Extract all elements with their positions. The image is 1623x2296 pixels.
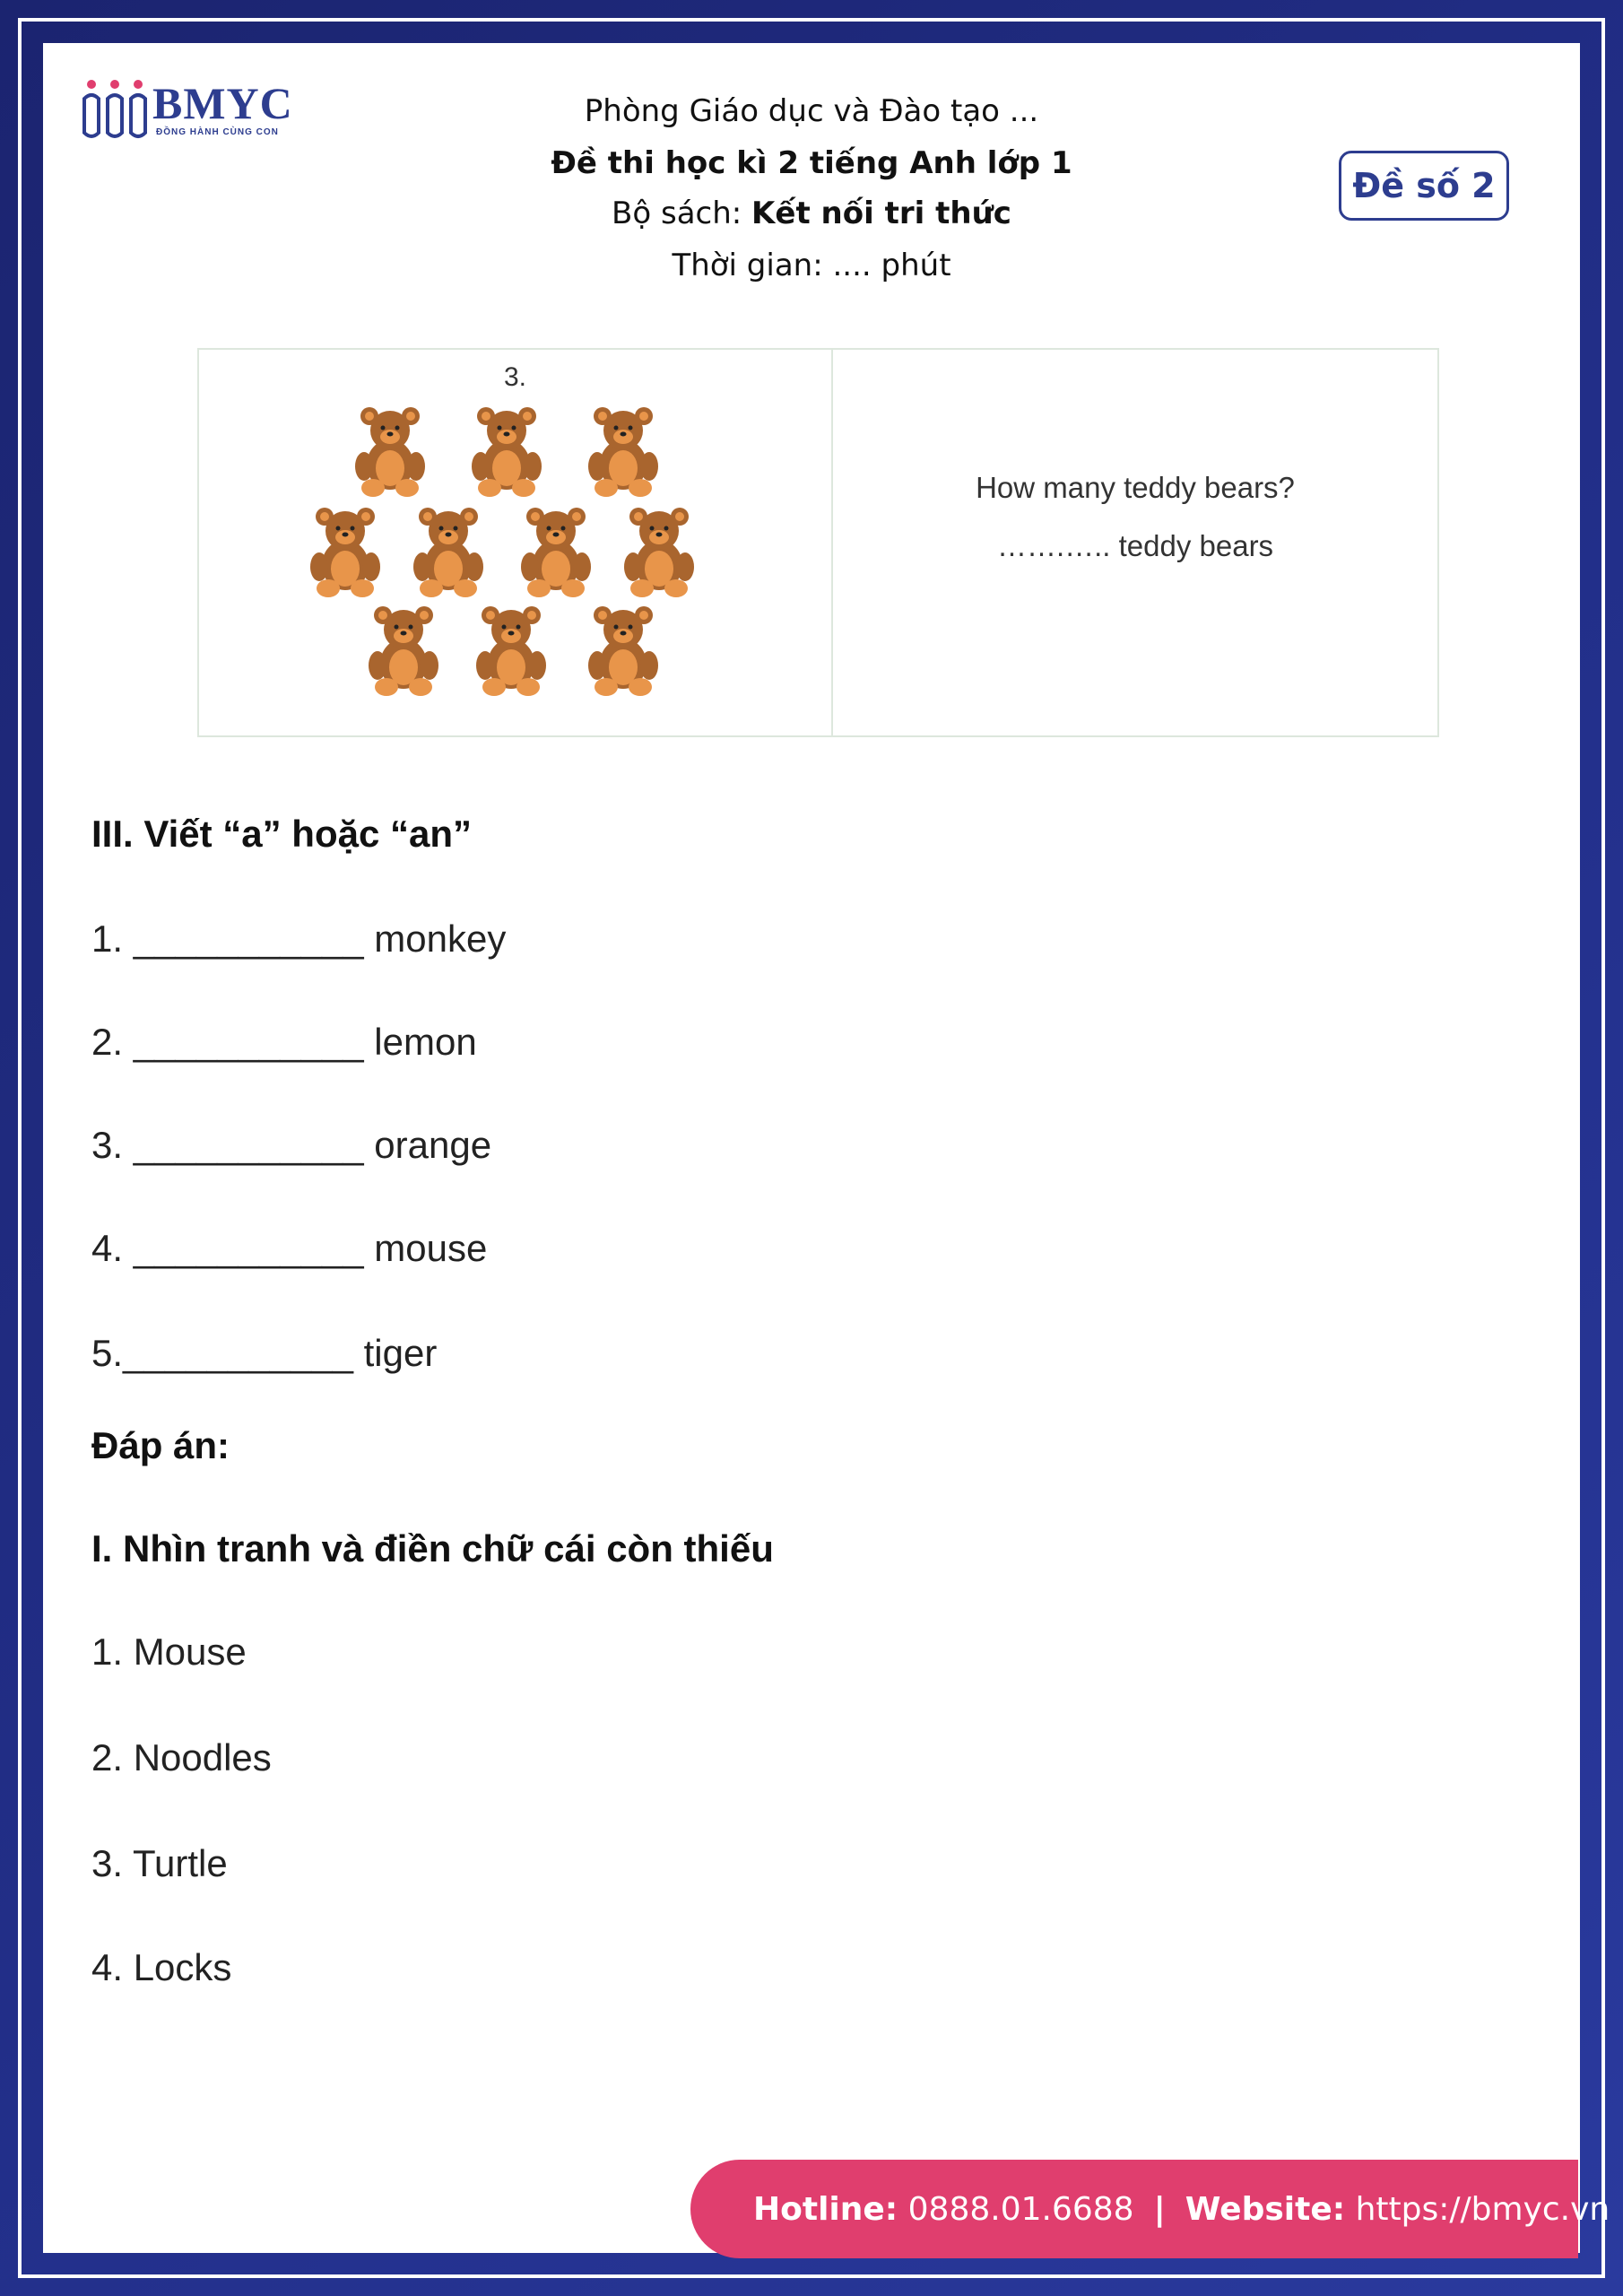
exam-title: Đề thi học kì 2 tiếng Anh lớp 1 — [551, 145, 1072, 181]
answer-item-1: 1. Mouse — [91, 1631, 247, 1673]
footer-separator: | — [1153, 2190, 1166, 2228]
exercise-number: 3. — [503, 362, 527, 392]
answers-title: Đáp án: — [91, 1424, 230, 1466]
question-text: How many teddy bears? — [976, 471, 1295, 504]
logo-text: BMYC — [152, 78, 293, 128]
teddy-bear-icon — [585, 603, 662, 696]
website-label: Website: — [1185, 2190, 1346, 2228]
department-line: Phòng Giáo dục và Đào tạo ... — [584, 93, 1039, 129]
hotline-value[interactable]: 0888.01.6688 — [907, 2190, 1134, 2228]
teddy-bear-icon — [473, 603, 550, 696]
contact-footer — [690, 2160, 1610, 2258]
logo-tagline: ĐỒNG HÀNH CÙNG CON — [156, 127, 279, 137]
answer-item-4: 4. Locks — [91, 1946, 232, 1988]
website-link[interactable]: https://bmyc.vn — [1355, 2190, 1610, 2228]
teddy-bear-icon — [365, 603, 442, 696]
teddy-bear-icon — [468, 404, 545, 497]
book-series-value: Kết nối tri thức — [751, 196, 1011, 231]
answer-item-2: 2. Noodles — [91, 1736, 272, 1779]
exam-number-badge: Đề số 2 — [1339, 151, 1509, 221]
teddy-bear-icon — [307, 504, 384, 597]
exercise-table — [197, 348, 1439, 737]
answer-item-3: 3. Turtle — [91, 1842, 228, 1884]
answer-blank: …….….. teddy bears — [996, 529, 1274, 562]
section3-title: III. Viết “a” hoặc “an” — [91, 813, 473, 855]
teddy-bear-icon — [410, 504, 487, 597]
question-cell — [833, 350, 1437, 735]
time-line: Thời gian: .... phút — [672, 248, 951, 283]
teddy-bear-icon — [517, 504, 595, 597]
fill-item-4: 4. ___________ mouse — [91, 1227, 488, 1269]
teddy-bear-icon — [621, 504, 698, 597]
answers-section1-title: I. Nhìn tranh và điền chữ cái còn thiếu — [91, 1527, 774, 1570]
fill-item-5: 5.___________ tiger — [91, 1332, 438, 1374]
hotline-label: Hotline: — [753, 2190, 898, 2228]
book-series-label: Bộ sách: — [612, 196, 752, 231]
teddy-bear-icon — [585, 404, 662, 497]
document-page — [43, 43, 1580, 2253]
fill-item-2: 2. ___________ lemon — [91, 1021, 477, 1063]
teddy-bear-icon — [352, 404, 429, 497]
bears-cell — [199, 350, 833, 735]
fill-item-1: 1. ___________ monkey — [91, 918, 507, 960]
fill-item-3: 3. ___________ orange — [91, 1124, 492, 1166]
